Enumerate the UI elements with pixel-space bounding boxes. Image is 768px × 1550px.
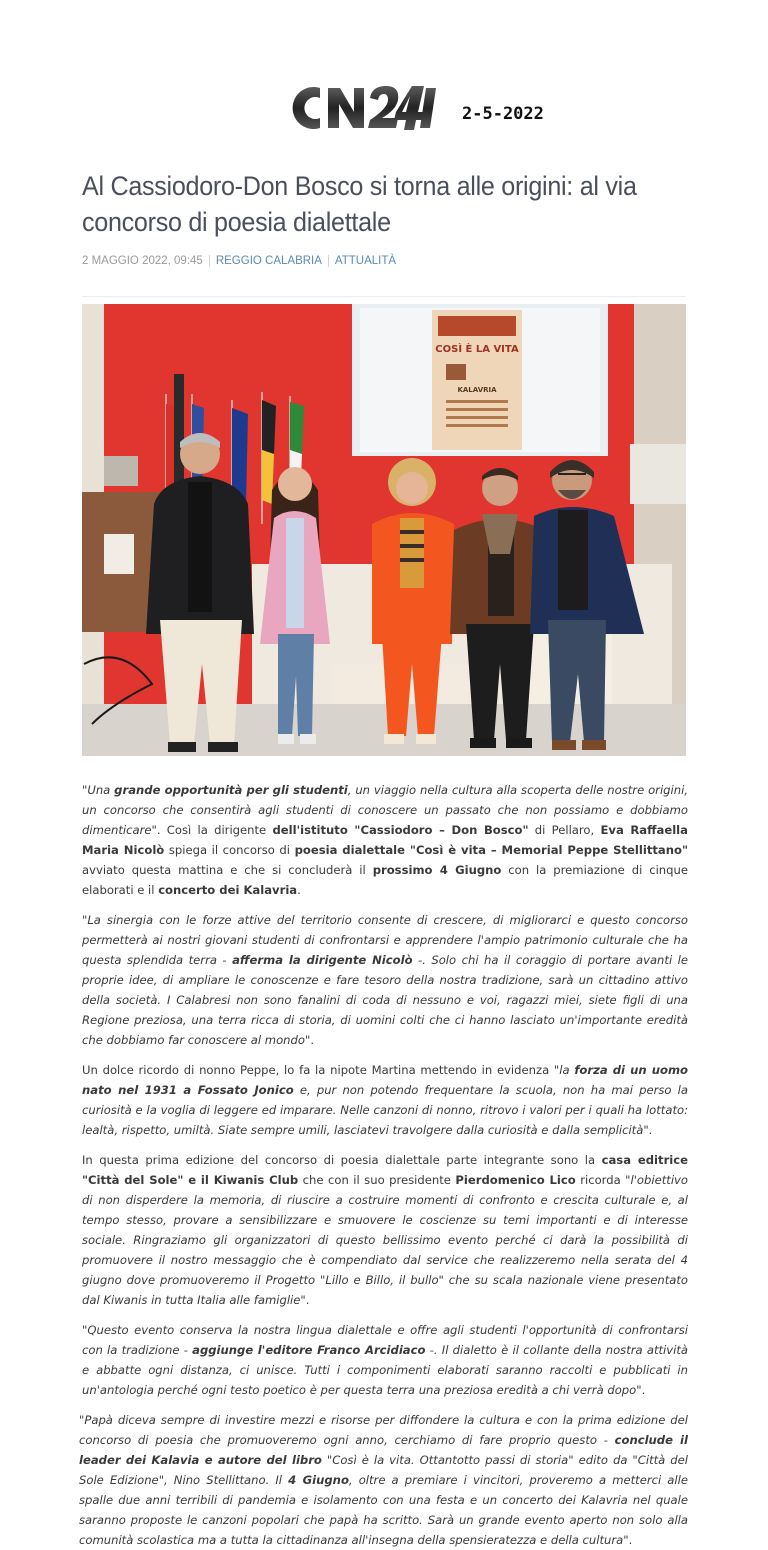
meta-divider [328, 255, 329, 267]
article-photo [82, 304, 686, 756]
group-photo-illustration [82, 304, 686, 756]
article-body [79, 780, 689, 1550]
paragraph-6: "Papà diceva sempre di investire mezzi e risorse per diffondere la cultura e con la prima edizione del concorso di poesia che promuoveremo ogni anno, cerchiamo di fare proprio questo - conclude il leader dei Kalavia e autore del libro "Così è la vita. Ottantotto passi di storia" edito da "Città del Sole Edizione", Nino Stellittano. Il 4 Giugno, oltre a premiare i vincitori, proveremo a metterci alle spalle due anni terribili di pandemia e isolamento con una festa e un concerto dei Kalavria nel quale saranno proposte le canzoni popolari che papà ha scritto. Sarà un grande evento aperto non solo alla comunità scolastica ma a tutta la cittadinanza all'insegna della spensieratezza e della cultura". [79, 1413, 689, 1547]
article-datetime: 2 MAGGIO 2022, 09:45 [82, 255, 203, 267]
screen-text-band: KALAVRIA [457, 386, 497, 394]
article-meta [82, 255, 396, 267]
article-title: Al Cassiodoro-Don Bosco si torna alle origini: al via concorso di poesia dialettale [82, 171, 637, 237]
screen-text-title: COSÌ È LA VITA [435, 344, 519, 355]
cn24-logo[interactable] [290, 82, 438, 134]
category-link-reggio-calabria[interactable]: REGGIO CALABRIA [215, 255, 322, 267]
cn24-logo-graphic [290, 82, 438, 134]
paragraph-1: "Una grande opportunità per gli studenti, un viaggio nella cultura alla scoperta delle nostre origini, un concorso che consentirà agli studenti di conoscere un passato che non possiamo e dobbiamo dimenticare". Così la dirigente dell'istituto "Cassiodoro – Don Bosco" di Pellaro, Eva Raffaella Maria Nicolò spiega il concorso di poesia dialettale "Così è vita – Memorial Peppe Stellittano" avviato questa mattina e che si concluderà il prossimo 4 Giugno con la premiazione di cinque elaborati e il concerto dei Kalavria. [82, 783, 689, 897]
divider [82, 296, 686, 297]
clipping-date: 2-5-2022 [462, 104, 544, 124]
masthead [290, 82, 570, 136]
paragraph-3: Un dolce ricordo di nonno Peppe, lo fa la nipote Martina mettendo in evidenza "la forza di un uomo nato nel 1931 a Fossato Jonico e, pur non potendo frequentare la scuola, non ha mai perso la curiosità e la voglia di leggere ed imparare. Nelle canzoni di nonno, ritrovo i valori per i quali ha lottato: lealtà, rispetto, umiltà. Siate sempre umili, lasciatevi travolgere dalla curiosità e dalla semplicità". [82, 1063, 689, 1137]
meta-divider [209, 255, 210, 267]
paragraph-4: In questa prima edizione del concorso di poesia dialettale parte integrante sono la casa editrice "Città del Sole" e il Kiwanis Club che con il suo presidente Pierdomenico Lico ricorda "l'obiettivo di non disperdere la memoria, di riuscire a costruire momenti di confronto e crescita culturale e, al tempo stesso, provare a sensibilizzare e smuovere le coscienze su temi importanti e di interesse sociale. Ringraziamo gli organizzatori di questo bellissimo evento perché ci darà la possibilità di promuovere il nostro messaggio che è compendiato dal service che realizzeremo nella serata del 4 giugno dove promuoveremo il Progetto "Lillo e Billo, il bullo" che su scala nazionale viene presentato dal Kiwanis in tutta Italia alle famiglie". [82, 1153, 688, 1307]
paragraph-2: "La sinergia con le forze attive del territorio consente di crescere, di migliorarci e questo concorso permetterà ai nostri giovani studenti di confrontarsi e apprendere l'ampio patrimonio culturale che ha questa splendida terra - afferma la dirigente Nicolò -. Solo chi ha il coraggio di portare avanti le proprie idee, di ampliare le conoscenze e fare tesoro della nostra tradizione, sarà un cittadino attivo della società. I Calabresi non sono fanalini di coda di nessuno e voi, ragazzi miei, siete figli di una Regione preziosa, una terra ricca di storia, di uomini colti che ci hanno lasciato un'importante eredità che dobbiamo far conoscere al mondo". [82, 913, 689, 1047]
category-link-attualita[interactable]: ATTUALITÀ [334, 255, 397, 267]
paragraph-5: "Questo evento conserva la nostra lingua dialettale e offre agli studenti l'opportunità di confrontarsi con la tradizione - aggiunge l'editore Franco Arcidiaco -. Il dialetto è il collante della nostra attività e abbatte ogni distanza, ci unisce. Tutti i componimenti elaborati saranno raccolti e pubblicati in un'antologia perché ogni testo poetico è per questa terra una preziosa eredità a chi verrà dopo". [82, 1323, 689, 1397]
